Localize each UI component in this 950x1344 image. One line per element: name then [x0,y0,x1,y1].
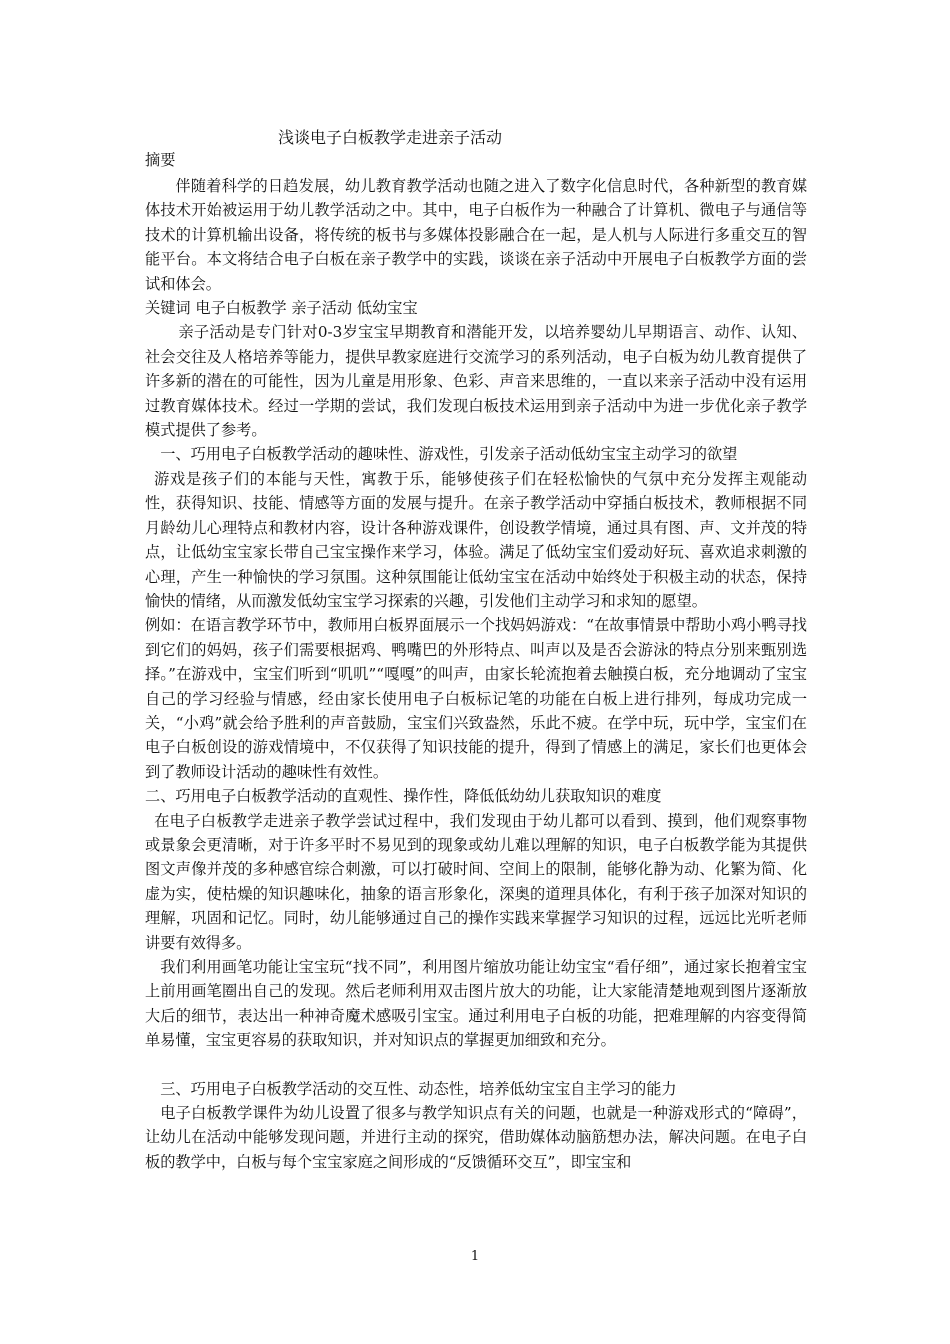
section-1-paragraph-2: 例如：在语言教学环节中，教师用白板界面展示一个找妈妈游戏：“在故事情景中帮助小鸡小鸭寻找到它们的妈妈，孩子们需要根据鸡、鸭嘴巴的外形特点、叫声以及是否会游泳的特点分别来甄别选择。”在游戏中，宝宝们听到“叽叽”“嘎嘎”的叫声，由家长轮流抱着去触摸白板，充分地调动了宝宝自己的学习经验与情感，经由家长使用电子白板标记笔的功能在白板上进行排列，每成功完成一关，“小鸡”就会给予胜利的声音鼓励，宝宝们兴致盎然，乐此不疲。在学中玩，玩中学，宝宝们在电子白板创设的游戏情境中，不仅获得了知识技能的提升，得到了情感上的满足，家长们也更体会到了教师设计活动的趣味性有效性。 [145,616,807,781]
section-1-paragraph-1: 游戏是孩子们的本能与天性，寓教于乐，能够使孩子们在轻松愉快的气氛中充分发挥主观能动性，获得知识、技能、情感等方面的发展与提升。在亲子教学活动中穿插白板技术，教师根据不同月龄幼儿心理特点和教材内容，设计各种游戏课件，创设教学情境，通过具有图、声、文并茂的特点，让低幼宝宝家长带自己宝宝操作来学习，体验。满足了低幼宝宝们爱动好玩、喜欢追求刺激的心理，产生一种愉快的学习氛围。这种氛围能让低幼宝宝在活动中始终处于积极主动的状态，保持愉快的情绪，从而激发低幼宝宝学习探索的兴趣，引发他们主动学习和求知的愿望。 [145,469,807,610]
document-title: 浅谈电子白板教学走进亲子活动 [278,128,503,147]
document-body [145,174,807,1174]
keywords-line: 关键词 电子白板教学 亲子活动 低幼宝宝 [145,299,418,318]
abstract-paragraph: 伴随着科学的日趋发展，幼儿教育教学活动也随之进入了数字化信息时代，各种新型的教育媒体技术开始被运用于幼儿教学活动之中。其中，电子白板作为一种融合了计算机、微电子与通信等技术的计算机输出设备，将传统的板书与多媒体投影融合在一起，是人机与人际进行多重交互的智能平台。本文将结合电子白板在亲子教学中的实践，谈谈在亲子活动中开展电子白板教学方面的尝试和体会。 [145,177,807,293]
paragraph-gap [145,1053,807,1077]
section-2-paragraph-2: 我们利用画笔功能让宝宝玩“找不同”，利用图片缩放功能让幼宝宝“看仔细”，通过家长抱着宝宝上前用画笔圈出自己的发现。然后老师利用双击图片放大的功能，让大家能清楚地观到图片逐渐放大后的细节，表达出一种神奇魔术感吸引宝宝。通过利用电子白板的功能，把难理解的内容变得简单易懂，宝宝更容易的获取知识，并对知识点的掌握更加细致和充分。 [145,958,807,1050]
section-3-heading: 三、巧用电子白板教学活动的交互性、动态性，培养低幼宝宝自主学习的能力 [160,1079,677,1098]
section-2-heading: 二、巧用电子白板教学活动的直观性、操作性，降低低幼幼儿获取知识的难度 [145,787,662,806]
page-number: 1 [470,1249,480,1264]
abstract-label: 摘要 [145,151,176,169]
intro-paragraph: 亲子活动是专门针对0-3岁宝宝早期教育和潜能开发，以培养婴幼儿早期语言、动作、认知、社会交往及人格培养等能力，提供早教家庭进行交流学习的系列活动，电子白板为幼儿教育提供了许多新的潜在的可能性，因为儿童是用形象、色彩、声音来思维的，一直以来亲子活动中没有运用过教育媒体技术。经过一学期的尝试，我们发现白板技术运用到亲子活动中为进一步优化亲子教学模式提供了参考。 [145,323,807,440]
section-3-paragraph-1: 电子白板教学课件为幼儿设置了很多与教学知识点有关的问题，也就是一种游戏形式的“障碍”，让幼儿在活动中能够发现问题，并进行主动的探究，借助媒体动脑筋想办法，解决问题。在电子白板的教学中，白板与每个宝宝家庭之间形成的“反馈循环交互”，即宝宝和 [145,1104,807,1171]
section-1-heading: 一、巧用电子白板教学活动的趣味性、游戏性，引发亲子活动低幼宝宝主动学习的欲望 [160,445,738,464]
section-2-paragraph-1: 在电子白板教学走进亲子教学尝试过程中，我们发现由于幼儿都可以看到、摸到，他们观察事物或景象会更清晰，对于许多平时不易见到的现象或幼儿难以理解的知识，电子白板教学能为其提供图文声像并茂的多种感官综合刺激，可以打破时间、空间上的限制，能够化静为动、化繁为简、化虚为实，使枯燥的知识趣味化，抽象的语言形象化，深奥的道理具体化，有利于孩子加深对知识的理解，巩固和记忆。同时，幼儿能够通过自己的操作实践来掌握学习知识的过程，远远比光听老师讲要有效得多。 [145,811,807,952]
